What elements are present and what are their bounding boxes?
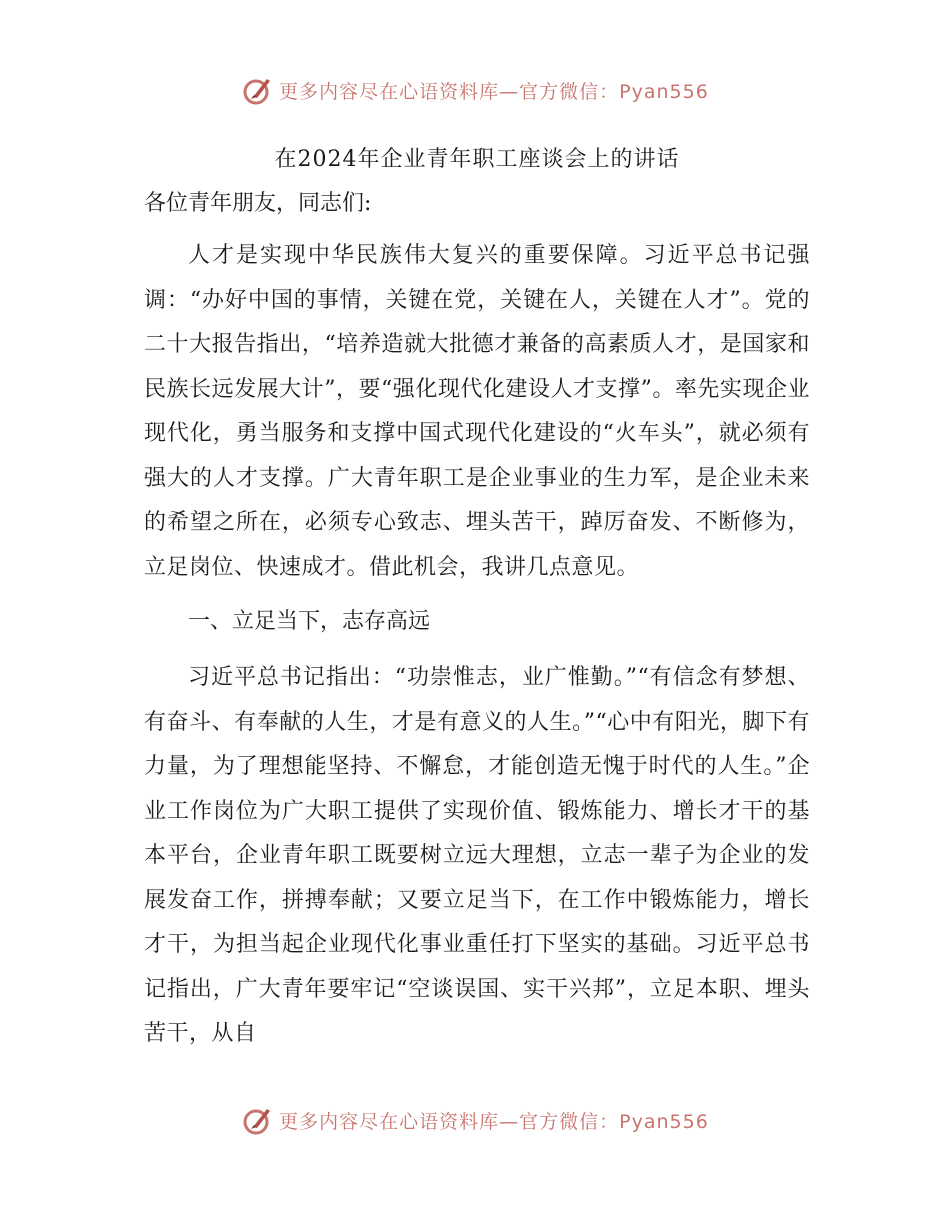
quill-logo-icon bbox=[241, 73, 275, 107]
section-heading: 一、立足当下，志存高远 bbox=[188, 609, 431, 634]
watermark-top bbox=[0, 70, 950, 110]
document-body bbox=[144, 138, 810, 1067]
watermark-text: 更多内容尽在心语资料库—官方微信：Pyan556 bbox=[279, 1110, 709, 1133]
intro-paragraph: 人才是实现中华民族伟大复兴的重要保障。习近平总书记强调：“办好中国的事情，关键在党，关键在人，关键在人才”。党的二十大报告指出，“培养造就大批德才兼备的高素质人才，是国家和民族长远发展大计”，要“强化现代化建设人才支撑”。率先实现企业现代化，勇当服务和支撑中国式现代化建设的“火车头”，就必须有强大的人才支撑。广大青年职工是企业事业的生力军，是企业未来的希望之所在，必须专心致志、埋头苦干，踔厉奋发、不断修为，立足岗位、快速成才。借此机会，我讲几点意见。 bbox=[144, 243, 810, 580]
quill-logo-icon bbox=[241, 1103, 275, 1137]
document-title: 在2024年企业青年职工座谈会上的讲话 bbox=[274, 147, 680, 172]
watermark-bottom bbox=[0, 1100, 950, 1140]
section-paragraph: 习近平总书记指出：“功崇惟志，业广惟勤。”“有信念有梦想、有奋斗、有奉献的人生，才是有意义的人生。”“心中有阳光，脚下有力量，为了理想能坚持、不懈怠，才能创造无愧于时代的人生。”企业工作岗位为广大职工提供了实现价值、锻炼能力、增长才干的基本平台，企业青年职工既要树立远大理想，立志一辈子为企业的发展发奋工作，拼搏奉献；又要立足当下，在工作中锻炼能力，增长才干，为担当起企业现代化事业重任打下坚实的基础。习近平总书记指出，广大青年要牢记“空谈误国、实干兴邦”，立足本职、埋头苦干，从自 bbox=[144, 665, 810, 1046]
salutation: 各位青年朋友，同志们: bbox=[144, 191, 372, 216]
watermark-text: 更多内容尽在心语资料库—官方微信：Pyan556 bbox=[279, 80, 709, 103]
